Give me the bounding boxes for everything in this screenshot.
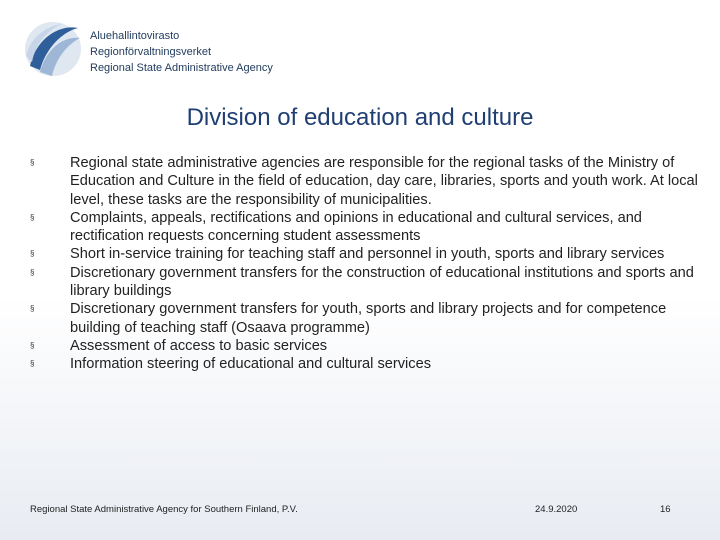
bullet-text: Regional state administrative agencies are responsible for the regional tasks of the Ministry of Education and Culture in the field of education, day care, libraries, sports and youth work. At local level, these tasks are the responsibility of municipalities.: [70, 155, 698, 208]
bullet-text: Assessment of access to basic services: [70, 337, 328, 354]
bullet-item: [28, 245, 698, 263]
bullet-item: [28, 300, 698, 337]
slide-title: Division of education and culture: [186, 104, 534, 131]
agency-logo-icon: [22, 18, 84, 80]
footer-page-number: 16: [660, 504, 671, 515]
bullet-item: [28, 154, 698, 209]
bullet-text: Complaints, appeals, rectifications and opinions in educational and cultural services, and rectification requests concerning student assessments: [70, 209, 642, 245]
bullet-text: Discretionary government transfers for the construction of educational institutions and sports and library buildings: [70, 264, 694, 300]
bullet-marker-icon: §: [30, 340, 35, 350]
footer-date: 24.9.2020: [535, 504, 578, 515]
agency-names: [90, 28, 273, 76]
bullet-item: [28, 355, 698, 373]
bullet-item: [28, 337, 698, 355]
bullet-marker-icon: §: [30, 249, 35, 259]
agency-name-finnish: Aluehallintovirasto: [90, 30, 180, 42]
bullet-marker-icon: §: [30, 359, 35, 369]
bullet-item: [28, 264, 698, 301]
bullet-text: Information steering of educational and cultural services: [70, 356, 431, 373]
bullet-item: [28, 209, 698, 246]
bullet-marker-icon: §: [30, 212, 35, 222]
bullet-list: [28, 154, 698, 374]
bullet-text: Discretionary government transfers for youth, sports and library projects and for competence building of teaching staff (Osaava programme): [70, 301, 667, 336]
agency-name-swedish: Regionförvaltningsverket: [90, 46, 212, 58]
footer-agency: Regional State Administrative Agency for Southern Finland, P.V.: [30, 504, 298, 515]
bullet-marker-icon: §: [30, 267, 35, 277]
bullet-marker-icon: §: [30, 158, 35, 167]
bullet-text: Short in-service training for teaching staff and personnel in youth, sports and library services: [70, 246, 665, 263]
bullet-marker-icon: §: [30, 304, 35, 314]
agency-name-english: Regional State Administrative Agency: [90, 62, 273, 74]
